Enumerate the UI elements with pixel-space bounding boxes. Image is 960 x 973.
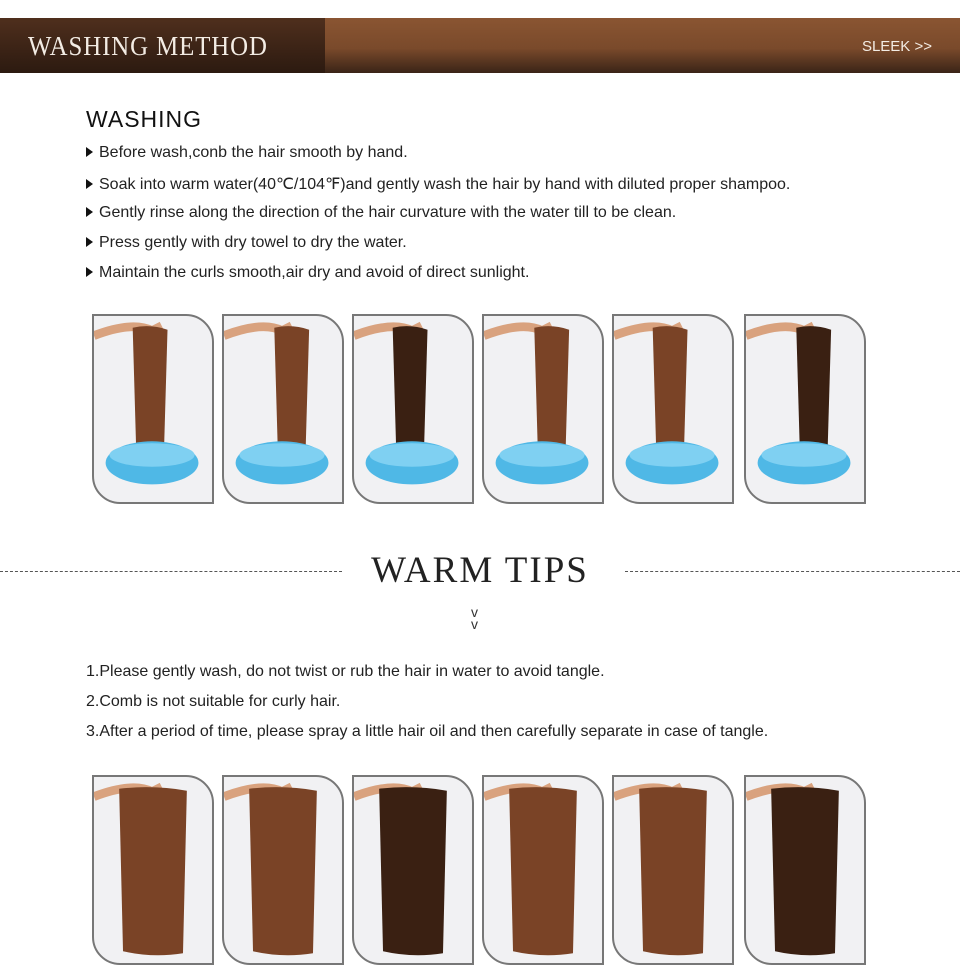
sleek-link[interactable]: SLEEK >> [861,38,932,55]
banner-title: WASHING METHOD [28,31,268,61]
tip-item: 1.Please gently wash, do not twist or rub the hair in water to avoid tangle. [86,663,605,680]
step-item: Soak into warm water(40℃/104℉)and gently wash the hair by hand with diluted proper shampoo. [86,174,790,194]
hair-photo [482,775,604,965]
triangle-bullet-icon [86,267,93,277]
hair-photo [352,775,474,965]
double-chevron-down-icon: v v [471,604,478,632]
hair-photo [222,314,344,504]
step-item: Maintain the curls smooth,air dry and avoid of direct sunlight. [86,264,529,282]
hair-photo [352,314,474,504]
washing-heading: WASHING [86,106,203,132]
step-item: Press gently with dry towel to dry the water. [86,234,407,252]
hair-photo [612,775,734,965]
hair-photo [92,314,214,504]
hair-photo [744,775,866,965]
step-item: Before wash,conb the hair smooth by hand. [86,144,408,162]
step-item: Gently rinse along the direction of the hair curvature with the water till to be clean. [86,204,676,222]
hair-photo [744,314,866,504]
hair-photo [222,775,344,965]
triangle-bullet-icon [86,207,93,217]
hair-photo [482,314,604,504]
warm-tips-heading: WARM TIPS [371,550,589,591]
tip-item: 3.After a period of time, please spray a little hair oil and then carefully separate in case of tangle. [86,723,769,740]
header-banner [0,18,960,73]
triangle-bullet-icon [86,147,93,157]
triangle-bullet-icon [86,179,93,189]
hair-photo [92,775,214,965]
tip-item: 2.Comb is not suitable for curly hair. [86,693,341,710]
hair-photo [612,314,734,504]
triangle-bullet-icon [86,237,93,247]
